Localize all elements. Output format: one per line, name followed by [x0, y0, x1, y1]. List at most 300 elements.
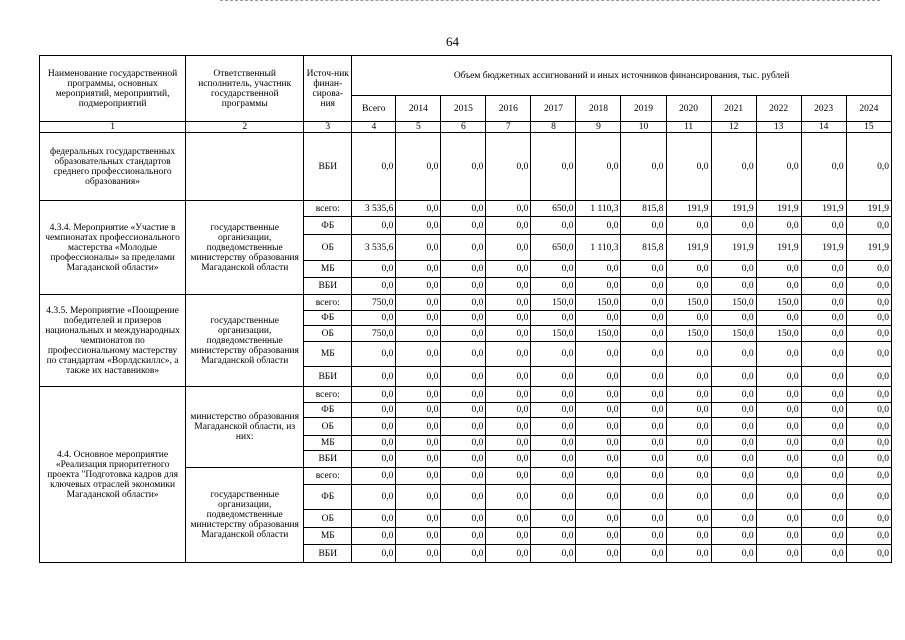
- year-value: 0,0: [396, 418, 441, 436]
- year-value: 0,0: [441, 403, 486, 418]
- year-value: 0,0: [621, 468, 666, 485]
- year-value: 150,0: [756, 326, 801, 342]
- year-value: 0,0: [531, 278, 576, 295]
- year-value: 0,0: [801, 133, 846, 201]
- year-value: 191,9: [801, 235, 846, 261]
- column-number: 3: [304, 122, 352, 133]
- year-value: 0,0: [666, 485, 711, 510]
- year-value: 150,0: [666, 295, 711, 311]
- year-value: 0,0: [441, 387, 486, 403]
- year-value: 0,0: [621, 528, 666, 545]
- funding-source: ФБ: [304, 403, 352, 418]
- year-value: 191,9: [846, 235, 891, 261]
- year-value: 0,0: [801, 510, 846, 528]
- year-value: 0,0: [801, 403, 846, 418]
- year-value: 0,0: [441, 545, 486, 563]
- year-value: 0,0: [756, 468, 801, 485]
- year-value: 0,0: [396, 387, 441, 403]
- year-value: 0,0: [531, 261, 576, 278]
- year-value: 0,0: [846, 295, 891, 311]
- year-value: 0,0: [756, 387, 801, 403]
- year-value: 191,9: [756, 235, 801, 261]
- year-value: 0,0: [576, 387, 621, 403]
- year-value: 1 110,3: [576, 201, 621, 217]
- year-value: 0,0: [441, 311, 486, 326]
- year-value: 0,0: [756, 311, 801, 326]
- header-year: 2019: [621, 96, 666, 122]
- year-value: 0,0: [576, 418, 621, 436]
- year-value: 0,0: [666, 387, 711, 403]
- year-value: 0,0: [801, 261, 846, 278]
- year-value: 0,0: [801, 295, 846, 311]
- year-value: 0,0: [756, 510, 801, 528]
- year-value: 0,0: [441, 235, 486, 261]
- funding-source: всего:: [304, 295, 352, 311]
- year-value: 0,0: [801, 418, 846, 436]
- year-value: 0,0: [666, 510, 711, 528]
- year-value: 0,0: [666, 278, 711, 295]
- year-value: 0,0: [396, 468, 441, 485]
- year-value: 0,0: [531, 387, 576, 403]
- measure-description: 4.3.4. Мероприятие «Участие в чемпионатах профессионального мастерства «Молодые профессионалы» за пределами Магаданской области»: [40, 201, 186, 295]
- year-value: 0,0: [441, 278, 486, 295]
- funding-source: ВБИ: [304, 367, 352, 387]
- year-value: 0,0: [531, 311, 576, 326]
- year-value: 0,0: [621, 311, 666, 326]
- year-value: 0,0: [846, 545, 891, 563]
- year-value: 0,0: [711, 545, 756, 563]
- year-value: 0,0: [666, 418, 711, 436]
- year-value: 0,0: [396, 545, 441, 563]
- year-value: 0,0: [531, 418, 576, 436]
- year-value: 0,0: [531, 403, 576, 418]
- top-dashed-rule: [220, 0, 880, 1]
- funding-source: всего:: [304, 387, 352, 403]
- year-value: 0,0: [801, 485, 846, 510]
- year-value: 0,0: [711, 342, 756, 367]
- year-value: 0,0: [846, 326, 891, 342]
- year-value: 0,0: [621, 295, 666, 311]
- total-value: 0,0: [352, 485, 396, 510]
- total-value: 0,0: [352, 278, 396, 295]
- column-number: 6: [441, 122, 486, 133]
- header-year: 2022: [756, 96, 801, 122]
- header-source: Источ-ник финан-сирова-ния: [304, 56, 352, 122]
- year-value: 0,0: [756, 278, 801, 295]
- year-value: 0,0: [846, 418, 891, 436]
- year-value: 0,0: [711, 133, 756, 201]
- year-value: 0,0: [801, 468, 846, 485]
- year-value: 0,0: [666, 436, 711, 451]
- year-value: 0,0: [396, 528, 441, 545]
- header-year: 2016: [486, 96, 531, 122]
- year-value: 0,0: [711, 436, 756, 451]
- year-value: 0,0: [711, 367, 756, 387]
- year-value: 0,0: [711, 217, 756, 235]
- year-value: 0,0: [576, 545, 621, 563]
- year-value: 0,0: [666, 133, 711, 201]
- column-number: 7: [486, 122, 531, 133]
- year-value: 0,0: [486, 387, 531, 403]
- year-value: 0,0: [576, 468, 621, 485]
- year-value: 150,0: [531, 326, 576, 342]
- year-value: 0,0: [711, 510, 756, 528]
- year-value: 0,0: [666, 261, 711, 278]
- table-row: [40, 201, 892, 217]
- funding-source: ФБ: [304, 485, 352, 510]
- column-number: 11: [666, 122, 711, 133]
- year-value: 0,0: [756, 418, 801, 436]
- year-value: 0,0: [531, 342, 576, 367]
- column-number: 13: [756, 122, 801, 133]
- year-value: 0,0: [846, 261, 891, 278]
- year-value: 0,0: [396, 278, 441, 295]
- year-value: 650,0: [531, 201, 576, 217]
- year-value: 0,0: [531, 468, 576, 485]
- year-value: 0,0: [666, 468, 711, 485]
- total-value: 0,0: [352, 367, 396, 387]
- year-value: 0,0: [711, 468, 756, 485]
- year-value: 150,0: [711, 326, 756, 342]
- year-value: 0,0: [621, 485, 666, 510]
- year-value: 150,0: [666, 326, 711, 342]
- funding-source: всего:: [304, 468, 352, 485]
- year-value: 150,0: [576, 326, 621, 342]
- header-year: 2024: [846, 96, 891, 122]
- year-value: 0,0: [711, 528, 756, 545]
- total-value: 0,0: [352, 436, 396, 451]
- year-value: 0,0: [756, 367, 801, 387]
- year-value: 0,0: [396, 326, 441, 342]
- year-value: 0,0: [621, 342, 666, 367]
- total-value: 0,0: [352, 217, 396, 235]
- year-value: 0,0: [441, 342, 486, 367]
- year-value: 0,0: [531, 545, 576, 563]
- executor-cell: государственные организации, подведомственные министерству образования Магаданской области: [186, 468, 304, 563]
- year-value: 191,9: [801, 201, 846, 217]
- year-value: 0,0: [711, 261, 756, 278]
- funding-source: ФБ: [304, 311, 352, 326]
- year-value: 0,0: [756, 342, 801, 367]
- header-year: 2018: [576, 96, 621, 122]
- year-value: 0,0: [396, 510, 441, 528]
- year-value: 0,0: [396, 311, 441, 326]
- total-value: 0,0: [352, 418, 396, 436]
- year-value: 0,0: [801, 278, 846, 295]
- year-value: 0,0: [846, 342, 891, 367]
- year-value: 0,0: [396, 342, 441, 367]
- year-value: 0,0: [801, 311, 846, 326]
- column-number: 8: [531, 122, 576, 133]
- header-name: Наименование государственной программы, основных мероприятий, мероприятий, подмероприятий: [40, 56, 186, 122]
- year-value: 0,0: [711, 278, 756, 295]
- year-value: 0,0: [846, 133, 891, 201]
- year-value: 0,0: [486, 201, 531, 217]
- year-value: 0,0: [531, 367, 576, 387]
- total-value: 0,0: [352, 510, 396, 528]
- year-value: 0,0: [801, 367, 846, 387]
- year-value: 0,0: [441, 326, 486, 342]
- year-value: 0,0: [711, 451, 756, 468]
- column-number: 9: [576, 122, 621, 133]
- year-value: 0,0: [801, 387, 846, 403]
- year-value: 0,0: [666, 451, 711, 468]
- year-value: 0,0: [711, 418, 756, 436]
- column-number: 10: [621, 122, 666, 133]
- header-funding: Объем бюджетных ассигнований и иных источников финансирования, тыс. рублей: [352, 56, 892, 96]
- year-value: 0,0: [621, 545, 666, 563]
- total-value: 0,0: [352, 311, 396, 326]
- year-value: 0,0: [486, 133, 531, 201]
- year-value: 0,0: [756, 217, 801, 235]
- year-value: 0,0: [486, 261, 531, 278]
- year-value: 191,9: [711, 235, 756, 261]
- year-value: 0,0: [801, 217, 846, 235]
- page-number: 64: [446, 34, 459, 49]
- year-value: 0,0: [801, 545, 846, 563]
- year-value: 0,0: [486, 326, 531, 342]
- year-value: 0,0: [396, 403, 441, 418]
- year-value: 0,0: [621, 387, 666, 403]
- funding-source: ВБИ: [304, 545, 352, 563]
- funding-source: ОБ: [304, 418, 352, 436]
- year-value: 0,0: [621, 403, 666, 418]
- year-value: 0,0: [801, 326, 846, 342]
- year-value: 0,0: [576, 528, 621, 545]
- budget-table: [39, 55, 892, 563]
- year-value: 0,0: [441, 201, 486, 217]
- year-value: 0,0: [576, 261, 621, 278]
- year-value: 0,0: [486, 311, 531, 326]
- header-executor: Ответственный исполнитель, участник государственной программы: [186, 56, 304, 122]
- year-value: 150,0: [711, 295, 756, 311]
- year-value: 0,0: [576, 403, 621, 418]
- year-value: 0,0: [621, 367, 666, 387]
- year-value: 0,0: [441, 510, 486, 528]
- year-value: 0,0: [396, 485, 441, 510]
- year-value: 0,0: [666, 545, 711, 563]
- year-value: 0,0: [801, 528, 846, 545]
- year-value: 0,0: [486, 235, 531, 261]
- year-value: 0,0: [441, 485, 486, 510]
- year-value: 0,0: [486, 342, 531, 367]
- year-value: 0,0: [576, 278, 621, 295]
- executor-cell: министерство образования Магаданской области, из них:: [186, 387, 304, 468]
- year-value: 0,0: [576, 451, 621, 468]
- year-value: 0,0: [711, 485, 756, 510]
- year-value: 0,0: [576, 436, 621, 451]
- year-value: 0,0: [396, 451, 441, 468]
- funding-source: ОБ: [304, 510, 352, 528]
- year-value: 0,0: [666, 528, 711, 545]
- year-value: 0,0: [441, 451, 486, 468]
- year-value: 0,0: [486, 278, 531, 295]
- column-number: 1: [40, 122, 186, 133]
- year-value: 0,0: [441, 418, 486, 436]
- year-value: 0,0: [621, 217, 666, 235]
- year-value: 0,0: [711, 387, 756, 403]
- year-value: 0,0: [486, 485, 531, 510]
- year-value: 191,9: [666, 235, 711, 261]
- year-value: 0,0: [846, 367, 891, 387]
- year-value: 0,0: [576, 311, 621, 326]
- funding-source: ВБИ: [304, 133, 352, 201]
- year-value: 0,0: [396, 201, 441, 217]
- funding-source: МБ: [304, 436, 352, 451]
- measure-description: 4.3.5. Мероприятие «Поощрение победителей и призеров национальных и международных чемпионатов по профессиональному мастерству по стандартам «Ворлдскиллс», а также их наставников»: [40, 295, 186, 387]
- year-value: 0,0: [531, 217, 576, 235]
- year-value: 0,0: [396, 261, 441, 278]
- year-value: 0,0: [846, 278, 891, 295]
- year-value: 0,0: [666, 367, 711, 387]
- header-year: 2015: [441, 96, 486, 122]
- header-year: 2023: [801, 96, 846, 122]
- year-value: 0,0: [756, 133, 801, 201]
- header-total: Всего: [352, 96, 396, 122]
- year-value: 0,0: [621, 326, 666, 342]
- year-value: 0,0: [396, 133, 441, 201]
- year-value: 0,0: [621, 436, 666, 451]
- year-value: 0,0: [441, 436, 486, 451]
- measure-description: 4.4. Основное мероприятие «Реализация приоритетного проекта "Подготовка кадров для ключевых отраслей экономики Магаданской области»: [40, 387, 186, 563]
- column-number: 4: [352, 122, 396, 133]
- funding-source: ВБИ: [304, 451, 352, 468]
- year-value: 0,0: [531, 528, 576, 545]
- funding-source: всего:: [304, 201, 352, 217]
- year-value: 0,0: [396, 235, 441, 261]
- total-value: 0,0: [352, 133, 396, 201]
- year-value: 0,0: [396, 367, 441, 387]
- year-value: 0,0: [756, 261, 801, 278]
- year-value: 0,0: [441, 295, 486, 311]
- year-value: 0,0: [486, 510, 531, 528]
- year-value: 0,0: [486, 217, 531, 235]
- year-value: 0,0: [846, 468, 891, 485]
- total-value: 0,0: [352, 403, 396, 418]
- year-value: 0,0: [846, 510, 891, 528]
- year-value: 0,0: [441, 367, 486, 387]
- table-row: [40, 387, 892, 403]
- column-number: 2: [186, 122, 304, 133]
- year-value: 0,0: [621, 418, 666, 436]
- total-value: 0,0: [352, 468, 396, 485]
- year-value: 0,0: [621, 261, 666, 278]
- total-value: 750,0: [352, 326, 396, 342]
- year-value: 0,0: [486, 367, 531, 387]
- year-value: 0,0: [396, 295, 441, 311]
- total-value: 3 535,6: [352, 235, 396, 261]
- measure-description: федеральных государственных образовательных стандартов среднего профессионального образования»: [40, 133, 186, 201]
- executor-cell: государственные организации, подведомственные министерству образования Магаданской области: [186, 201, 304, 295]
- funding-source: МБ: [304, 261, 352, 278]
- year-value: 0,0: [531, 133, 576, 201]
- year-value: 0,0: [441, 468, 486, 485]
- year-value: 0,0: [486, 403, 531, 418]
- table-row: [40, 133, 892, 201]
- year-value: 191,9: [666, 201, 711, 217]
- funding-source: МБ: [304, 528, 352, 545]
- year-value: 0,0: [396, 436, 441, 451]
- year-value: 0,0: [486, 451, 531, 468]
- year-value: 0,0: [396, 217, 441, 235]
- funding-source: ФБ: [304, 217, 352, 235]
- total-value: 0,0: [352, 387, 396, 403]
- total-value: 750,0: [352, 295, 396, 311]
- year-value: 0,0: [756, 485, 801, 510]
- year-value: 0,0: [666, 311, 711, 326]
- year-value: 191,9: [711, 201, 756, 217]
- year-value: 0,0: [441, 528, 486, 545]
- year-value: 0,0: [621, 278, 666, 295]
- year-value: 0,0: [621, 510, 666, 528]
- total-value: 0,0: [352, 528, 396, 545]
- year-value: 0,0: [711, 311, 756, 326]
- header-year: 2017: [531, 96, 576, 122]
- year-value: 0,0: [846, 217, 891, 235]
- year-value: 0,0: [846, 528, 891, 545]
- year-value: 0,0: [486, 295, 531, 311]
- year-value: 0,0: [576, 510, 621, 528]
- year-value: 0,0: [756, 436, 801, 451]
- year-value: 0,0: [756, 451, 801, 468]
- year-value: 0,0: [486, 436, 531, 451]
- year-value: 0,0: [801, 451, 846, 468]
- year-value: 0,0: [846, 436, 891, 451]
- year-value: 0,0: [441, 261, 486, 278]
- column-number: 15: [846, 122, 891, 133]
- header-year: 2020: [666, 96, 711, 122]
- year-value: 0,0: [756, 528, 801, 545]
- year-value: 0,0: [441, 217, 486, 235]
- year-value: 0,0: [756, 545, 801, 563]
- table-row: [40, 295, 892, 311]
- funding-source: МБ: [304, 342, 352, 367]
- year-value: 0,0: [486, 528, 531, 545]
- year-value: 1 110,3: [576, 235, 621, 261]
- total-value: 0,0: [352, 342, 396, 367]
- year-value: 0,0: [531, 485, 576, 510]
- year-value: 0,0: [576, 133, 621, 201]
- year-value: 0,0: [756, 403, 801, 418]
- executor-cell: государственные организации, подведомственные министерству образования Магаданской области: [186, 295, 304, 387]
- total-value: 0,0: [352, 261, 396, 278]
- year-value: 0,0: [711, 403, 756, 418]
- funding-source: ВБИ: [304, 278, 352, 295]
- year-value: 0,0: [486, 418, 531, 436]
- year-value: 0,0: [846, 451, 891, 468]
- year-value: 150,0: [531, 295, 576, 311]
- year-value: 150,0: [756, 295, 801, 311]
- column-number: 5: [396, 122, 441, 133]
- executor-cell: [186, 133, 304, 201]
- header-year: 2021: [711, 96, 756, 122]
- year-value: 650,0: [531, 235, 576, 261]
- year-value: 0,0: [666, 403, 711, 418]
- year-value: 0,0: [846, 311, 891, 326]
- year-value: 815,8: [621, 201, 666, 217]
- year-value: 191,9: [846, 201, 891, 217]
- year-value: 191,9: [756, 201, 801, 217]
- year-value: 0,0: [486, 545, 531, 563]
- year-value: 0,0: [666, 342, 711, 367]
- year-value: 0,0: [846, 403, 891, 418]
- year-value: 0,0: [531, 510, 576, 528]
- year-value: 0,0: [666, 217, 711, 235]
- year-value: 0,0: [801, 342, 846, 367]
- year-value: 0,0: [801, 436, 846, 451]
- total-value: 0,0: [352, 545, 396, 563]
- total-value: 0,0: [352, 451, 396, 468]
